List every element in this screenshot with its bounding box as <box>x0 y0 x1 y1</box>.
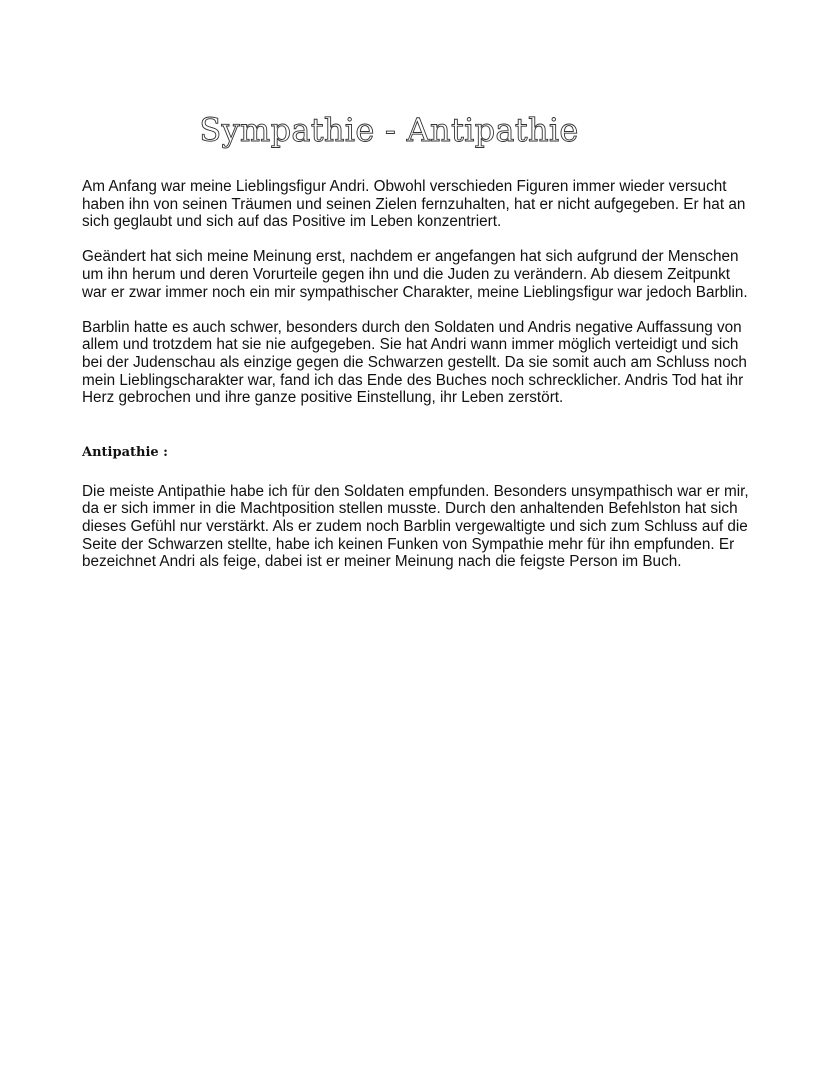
paragraph-barblin: Barblin hatte es auch schwer, besonders durch den Soldaten und Andris negative Auffassung von allem und trotzdem hat sie nie aufgegeben. Sie hat Andri wann immer möglich verteidigt und sich bei der Judenschau als einzige gegen die Schwarzen gestellt. Da sie somit auch am Schluss noch mein Lieblingscharakter war, fand ich das Ende des Buches noch schrecklicher. Andris Tod hat ihr Herz gebrochen und ihre ganze positive Einstellung, ihr Leben zerstört. <box>82 318 747 407</box>
paragraph-andri: Am Anfang war meine Lieblingsfigur Andri. Obwohl verschieden Figuren immer wieder versucht haben ihn von seinen Träumen und seinen Zielen fernzuhalten, hat er nicht aufgegeben. Er hat an sich geglaubt und sich auf das Positive im Leben konzentriert. <box>82 178 746 231</box>
antipathie-heading: Antipathie : <box>82 444 168 460</box>
paragraph-soldat: Die meiste Antipathie habe ich für den Soldaten empfunden. Besonders unsympathisch war er mir, da er sich immer in die Machtposition stellen musste. Durch den anhaltenden Befehlston hat sich dieses Gefühl nur verstärkt. Als er zudem noch Barblin vergewaltigte und sich zum Schluss auf die Seite der Schwarzen stellte, habe ich keinen Funken von Sympathie mehr für ihn empfunden. Er bezeichnet Andri als feige, dabei ist er meiner Meinung nach die feigste Person im Buch. <box>82 482 749 571</box>
page-title: Sympathie - Antipathie <box>199 111 579 149</box>
paragraph-meinung: Geändert hat sich meine Meinung erst, nachdem er angefangen hat sich aufgrund der Menschen um ihn herum und deren Vorurteile gegen ihn und die Juden zu verändern. Ab diesem Zeitpunkt war er zwar immer noch ein mir sympathischer Charakter, meine Lieblingsfigur war jedoch Barblin. <box>82 248 748 301</box>
document-body <box>82 178 750 588</box>
